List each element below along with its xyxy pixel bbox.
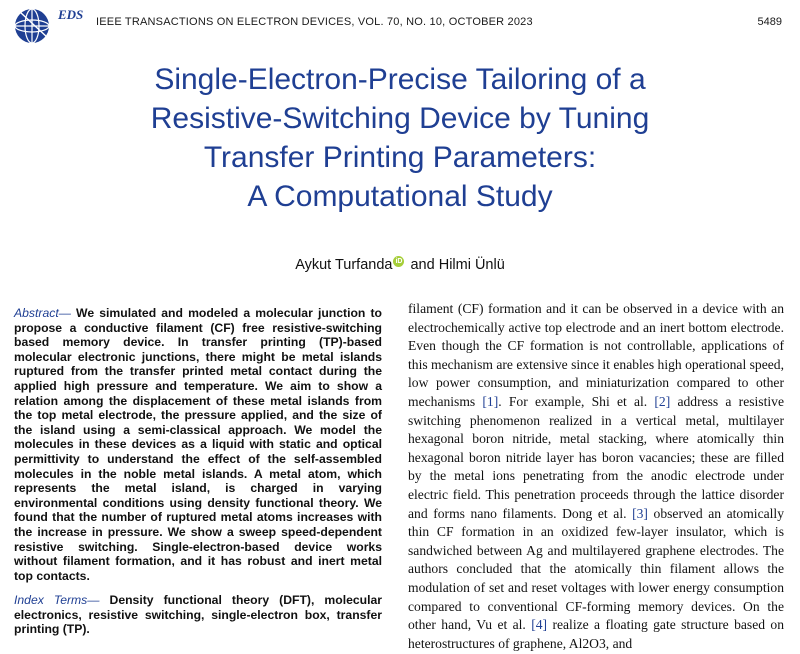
- orcid-icon[interactable]: iD: [395, 258, 403, 265]
- title-line-2: Resistive-Switching Device by Tuning: [150, 102, 650, 135]
- abstract-text: We simulated and modeled a molecular junction to propose a conductive filament (CF) free resistive-switching based memory device. In transfer printing (TP)-based molecular electronic junctions, there might be metal islands ruptured from the transfer printed metal contact during the applied high pressure and temperature. We aim to show a relation among the displacement of these metal islands from the top metal electrode, the pressure applied, and the size of the island using a semi-classical approach. We model the molecules in these devices as a liquid with static and optical permittivity to understand the effect of the self-assembled molecules in the noble metal islands. A metal atom, which represents the metal island, is charged in varying environmental conditions using density functional theory. We found that the number of ruptured metal atoms increases with the increase in pressure. We show a sweep speed-dependent resistive switching. Single-electron-based device works without filament formation, and it has robust and inert metal top contacts.: [14, 306, 382, 583]
- title-line-1: Single-Electron-Precise Tailoring of a: [154, 63, 646, 96]
- author-rest: and Hilmi Ünlü: [406, 256, 505, 273]
- body-text: . For example, Shi et al.: [498, 393, 655, 409]
- body-text: filament (CF) formation and it can be observed in a device with an electrochemically active top electrode and an inert bottom electrode. Even though the CF formation is not controllable, applications of this mechanism are extensive since it enables high operational speed, low power consumption, and miniaturization compared to other mechanisms: [408, 301, 784, 409]
- abstract-column: [14, 306, 382, 637]
- citation-link-4[interactable]: [4]: [531, 617, 548, 633]
- body-text: observed an atomically thin CF formation in an oxidized few-layer insulator, which is sandwiched between Ag and multilayered graphene electrodes. The authors concluded that the atomically thin filament allows the modulation of set and reset voltages with lower energy consumption compared to conventional CF-forming memory devices. On the other hand, Vu et al.: [408, 505, 784, 633]
- page-number: 5489: [757, 16, 782, 28]
- index-terms: [14, 593, 382, 637]
- citation-link-1[interactable]: [1]: [482, 393, 499, 409]
- citation-link-3[interactable]: [3]: [632, 505, 648, 521]
- citation-link-2[interactable]: [2]: [654, 393, 671, 409]
- index-terms-label: Index Terms—: [14, 593, 100, 608]
- body-text: realize a floating gate structure based on heterostructures of graphene, Al2O3, and: [408, 617, 784, 651]
- index-terms-text: Density functional theory (DFT), molecular electronics, resistive switching, single-electron box, transfer printing (TP).: [14, 593, 383, 637]
- abstract-label: Abstract—: [14, 306, 71, 320]
- author-list: [0, 256, 800, 273]
- title-line-4: A Computational Study: [247, 180, 553, 213]
- body-text: address a resistive switching phenomenon realized in a vertical metal, multilayer hexagonal boron nitride, metal stacking, where atomically thin hexagonal boron nitride layer has boron vacancies; these are filled by the metal ions penetrating from the anodic electrode under electric field. This penetration proceeds through the lattice disorder and forms nano filaments. Dong et al.: [408, 393, 784, 521]
- author-first: Aykut Turfanda: [295, 256, 393, 273]
- body-column: [408, 300, 784, 653]
- abstract: [14, 306, 382, 583]
- paper-title: [40, 60, 760, 216]
- title-line-3: Transfer Printing Parameters:: [203, 141, 597, 174]
- body-paragraph: [408, 300, 784, 653]
- logo-letter-e: EDS: [58, 7, 84, 22]
- journal-header: IEEE TRANSACTIONS ON ELECTRON DEVICES, VOL. 70, NO. 10, OCTOBER 2023: [96, 16, 533, 28]
- eds-logo: [8, 4, 84, 48]
